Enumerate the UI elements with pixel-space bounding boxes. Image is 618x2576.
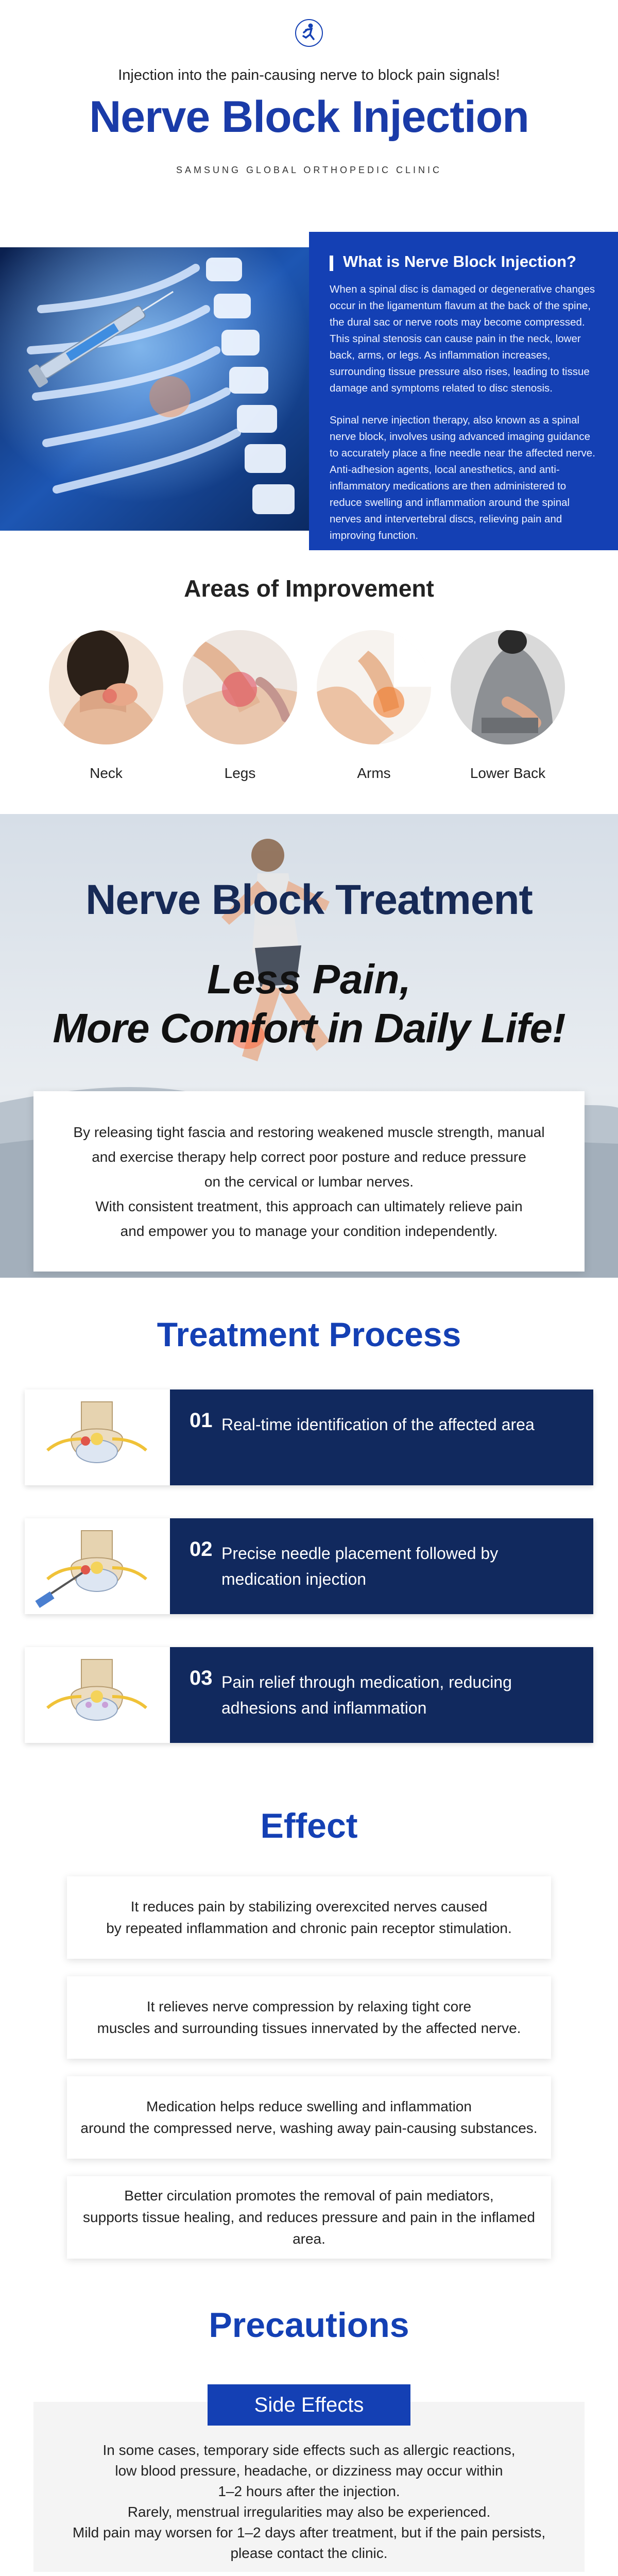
clinic-logo-icon [295, 19, 323, 47]
effect-card-1 [67, 1876, 551, 1959]
process-step-text: Precise needle placement followed by medication injection [221, 1544, 499, 1588]
area-label-lower-back: Lower Back [470, 765, 546, 781]
process-step-2 [25, 1518, 593, 1614]
side-effects-line: low blood pressure, headache, or dizziness may occur within [115, 2463, 503, 2479]
effect-title: Effect [260, 1806, 358, 1845]
process-step-text: Real-time identification of the affected area [221, 1415, 535, 1434]
legs-image [183, 630, 297, 744]
effect-line: Better circulation promotes the removal of pain mediators, [124, 2188, 494, 2204]
effect-card-3 [67, 2076, 551, 2159]
lower-back-image [451, 630, 565, 744]
side-effects-line: 1–2 hours after the injection. [218, 2483, 400, 2499]
side-effects-line: Rarely, menstrual irregularities may also be experienced. [127, 2504, 491, 2520]
hero-description-card [33, 1091, 585, 1272]
hero-subtitle-line-1: Less Pain, [207, 956, 411, 1002]
hero-subtitle-line-2: More Comfort in Daily Life! [53, 1005, 565, 1051]
effect-line: around the compressed nerve, washing away pain-causing substances. [80, 2120, 538, 2136]
area-label-neck: Neck [90, 765, 123, 781]
intro-section [0, 232, 618, 551]
process-step-1 [25, 1389, 593, 1485]
area-neck [47, 630, 165, 782]
intro-paragraph-1: When a spinal disc is damaged or degenerative changes occur in the ligamentum flavum at the back of the spine, the dural sac or nerve roots may become compressed. This spinal stenosis can cause pain in the neck, lower back, arms, or legs. As inflammation increases, surrounding tissue pressure also rises, leading to tissue damage and symptoms related to disc stenosis. [330, 283, 595, 394]
arms-image [317, 630, 431, 744]
effect-line: muscles and surrounding tissues innervated by the affected nerve. [97, 2020, 521, 2036]
area-label-legs: Legs [224, 765, 256, 781]
precautions-title: Precautions [209, 2306, 409, 2345]
spine-injection-image [0, 247, 309, 531]
process-step-body [170, 1518, 593, 1614]
process-step-text: Pain relief through medication, reducing adhesions and inflammation [221, 1673, 512, 1717]
hero-line: With consistent treatment, this approach can ultimately relieve pain [95, 1198, 523, 1214]
effect-line: It relieves nerve compression by relaxing tight core [146, 1998, 472, 2014]
process-step-body [170, 1647, 593, 1743]
neck-image [49, 630, 163, 744]
area-label-arms: Arms [357, 765, 391, 781]
hero-section [0, 814, 618, 1278]
effect-line: It reduces pain by stabilizing overexcited nerves caused [130, 1899, 488, 1914]
hero-line: and empower you to manage your condition independently. [120, 1223, 498, 1239]
process-step-number: 03 [190, 1667, 213, 1689]
hero-line: and exercise therapy help correct poor posture and reduce pressure [92, 1149, 526, 1165]
process-title: Treatment Process [157, 1315, 461, 1353]
header-tagline: Injection into the pain-causing nerve to block pain signals! [118, 67, 500, 83]
process-step-body [170, 1389, 593, 1485]
process-step-number: 01 [190, 1409, 213, 1432]
vertebra-needle-image [25, 1518, 170, 1614]
vertebra-relief-image [25, 1647, 170, 1743]
page-title: Nerve Block Injection [89, 92, 529, 142]
process-step-number: 02 [190, 1538, 213, 1561]
side-effects-box [33, 2402, 585, 2572]
intro-paragraph-2: Spinal nerve injection therapy, also known as a spinal nerve block, involves using advanced imaging guidance to accurately place a fine needle near the affected nerve. Anti-adhesion agents, local anesthetics, and anti-inflammatory medications are then administered to reduce swelling and inflammation around the spinal nerves and intervertebral discs, relieving pain and improving function. [330, 414, 595, 541]
area-legs [181, 630, 299, 782]
area-arms [315, 630, 433, 782]
side-effects-line: please contact the clinic. [230, 2545, 388, 2561]
side-effects-line: In some cases, temporary side effects such as allergic reactions, [102, 2442, 516, 2458]
intro-text-box [309, 232, 618, 550]
area-lower-back [449, 630, 566, 782]
vertebra-image [25, 1389, 170, 1485]
effect-line: Medication helps reduce swelling and inflammation [146, 2098, 472, 2114]
effect-line: by repeated inflammation and chronic pain receptor stimulation. [106, 1920, 512, 1936]
side-effects-line: Mild pain may worsen for 1–2 days after treatment, but if the pain persists, [72, 2524, 546, 2540]
effect-line: supports tissue healing, and reduces pressure and pain in the inflamed area. [83, 2209, 535, 2247]
areas-title: Areas of Improvement [184, 575, 434, 602]
effect-card-4 [67, 2176, 551, 2259]
intro-heading: What is Nerve Block Injection? [330, 252, 597, 271]
side-effects-text [33, 2440, 585, 2564]
hero-line: By releasing tight fascia and restoring weakened muscle strength, manual [73, 1124, 545, 1140]
hero-line: on the cervical or lumbar nerves. [204, 1174, 414, 1190]
process-step-3 [25, 1647, 593, 1743]
areas-row [47, 630, 593, 785]
side-effects-badge: Side Effects [208, 2384, 410, 2426]
effect-card-2 [67, 1976, 551, 2059]
header [0, 0, 618, 232]
clinic-name: SAMSUNG GLOBAL ORTHOPEDIC CLINIC [176, 165, 442, 175]
hero-title: Nerve Block Treatment [85, 876, 533, 923]
